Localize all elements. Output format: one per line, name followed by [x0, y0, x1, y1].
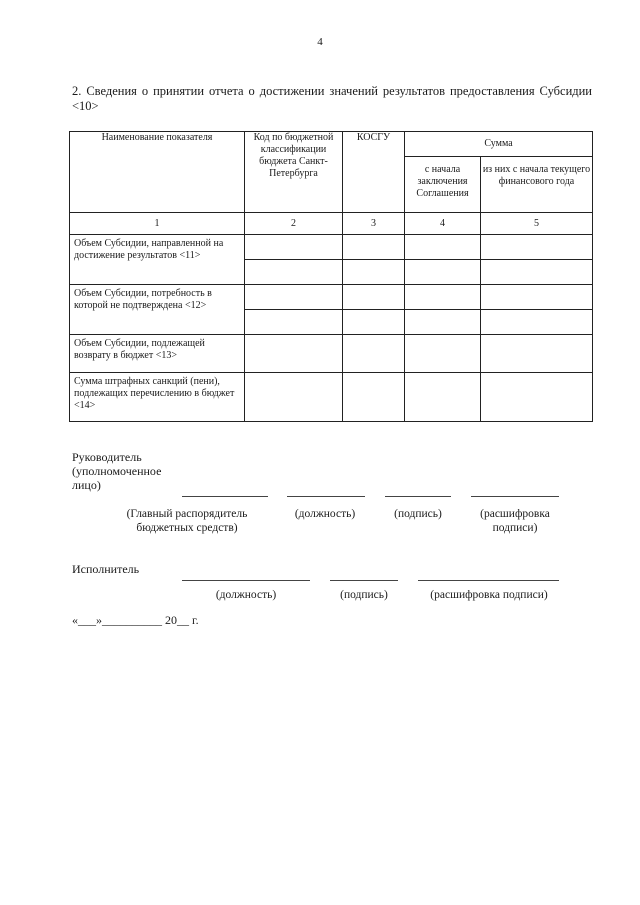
row-label-unconfirmed: Объем Субсидии, потребность в которой не подтверждена <12> — [70, 285, 245, 335]
executor-caption-decode: (расшифровка подписи) — [430, 589, 548, 601]
column-number-1: 1 — [70, 213, 245, 235]
header-from-year-start: из них с начала текущего финансового года — [481, 157, 593, 213]
table-cell — [481, 260, 593, 285]
table-cell — [245, 235, 343, 260]
table-cell — [481, 335, 593, 373]
table-cell — [343, 310, 405, 335]
head-caption-signature: (подпись) — [394, 508, 442, 520]
section-heading: 2. Сведения о принятии отчета о достижении значений результатов предоставления Субсидии <10> — [72, 84, 592, 113]
table-cell — [405, 310, 481, 335]
head-signature-line[interactable] — [385, 496, 451, 497]
executor-decode-line[interactable] — [418, 580, 559, 581]
executor-caption-position: (должность) — [215, 589, 277, 601]
head-caption-org: (Главный распорядитель бюджетных средств) — [126, 508, 248, 534]
table-cell — [481, 373, 593, 422]
table-cell — [245, 285, 343, 310]
head-position-signature-line[interactable] — [287, 496, 365, 497]
page-number: 4 — [317, 36, 323, 48]
table-row — [70, 285, 593, 310]
table-cell — [405, 285, 481, 310]
executor-position-line[interactable] — [182, 580, 310, 581]
executor-label: Исполнитель — [72, 562, 140, 576]
row-label-return: Объем Субсидии, подлежащей возврату в бюджет <13> — [70, 335, 245, 373]
head-caption-decode: (расшифровка подписи) — [480, 508, 550, 534]
head-org-signature-line[interactable] — [182, 496, 268, 497]
table-cell — [245, 260, 343, 285]
header-from-agreement-start: с начала заключения Соглашения — [405, 157, 481, 213]
table-cell — [343, 260, 405, 285]
table-cell — [481, 285, 593, 310]
table-cell — [405, 260, 481, 285]
row-label-directed: Объем Субсидии, направленной на достижение результатов <11> — [70, 235, 245, 285]
row-label-penalties: Сумма штрафных санкций (пени), подлежащих перечислению в бюджет <14> — [70, 373, 245, 422]
table-row — [70, 373, 593, 422]
table-cell — [245, 310, 343, 335]
head-label: Руководитель (уполномоченное лицо) — [72, 450, 162, 492]
column-number-4: 4 — [405, 213, 481, 235]
column-number-2: 2 — [245, 213, 343, 235]
table-cell — [343, 235, 405, 260]
header-indicator-name: Наименование показателя — [70, 132, 245, 213]
table-cell — [245, 373, 343, 422]
head-caption-position: (должность) — [294, 508, 356, 520]
table-cell — [481, 235, 593, 260]
header-sum: Сумма — [405, 132, 593, 157]
table-row — [70, 335, 593, 373]
report-table — [69, 131, 593, 422]
executor-caption-signature: (подпись) — [340, 589, 388, 601]
table-cell — [245, 335, 343, 373]
head-decode-signature-line[interactable] — [471, 496, 559, 497]
column-number-3: 3 — [343, 213, 405, 235]
table-cell — [405, 235, 481, 260]
table-cell — [343, 335, 405, 373]
table-cell — [481, 310, 593, 335]
table-cell — [405, 373, 481, 422]
table-cell — [405, 335, 481, 373]
header-budget-code: Код по бюджетной классификации бюджета Санкт-Петербурга — [245, 132, 343, 213]
table-cell — [343, 373, 405, 422]
executor-signature-line[interactable] — [330, 580, 398, 581]
table-cell — [343, 285, 405, 310]
date-line[interactable]: «___»__________ 20__ г. — [72, 613, 199, 627]
header-kosgu: КОСГУ — [343, 132, 405, 213]
column-number-5: 5 — [481, 213, 593, 235]
table-row — [70, 235, 593, 260]
